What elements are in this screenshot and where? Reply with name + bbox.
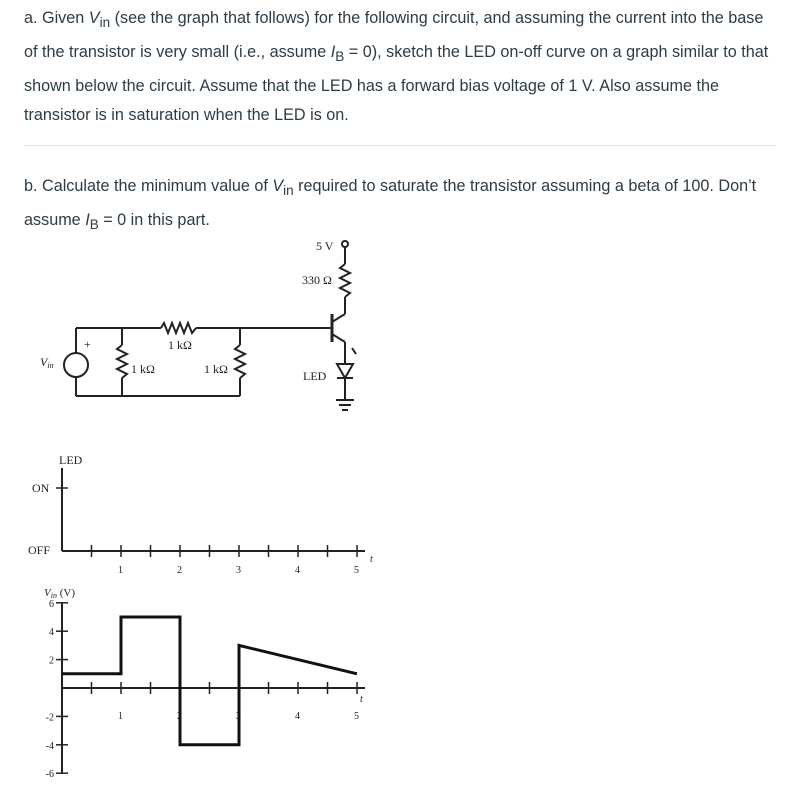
led-chart-xtick-label: 1 bbox=[118, 565, 123, 576]
circuit-labels bbox=[40, 239, 334, 383]
vin-chart-xtick-label: 3 bbox=[236, 711, 241, 722]
resistor-left bbox=[117, 345, 127, 378]
part-b-text-1: b. Calculate the minimum value of bbox=[24, 177, 273, 195]
vin-chart-title-symbol: V bbox=[44, 587, 51, 599]
vin-series-line bbox=[62, 617, 357, 745]
source-label bbox=[40, 355, 54, 370]
led-chart-xtick-label: 4 bbox=[295, 565, 300, 576]
vin-chart-ytick-label: 2 bbox=[49, 655, 54, 667]
supply-terminal bbox=[342, 241, 348, 247]
resistor-right bbox=[235, 345, 245, 378]
vin-symbol-b: V bbox=[272, 177, 284, 195]
right-resistor-label: 1 kΩ bbox=[204, 362, 228, 376]
part-a-text-3: = 0), sketch the LED on-off curve on a graph similar to that shown below the circuit. Assume that the LED has a forward bias voltage of 1 V. Also assume the transistor is in saturation when the LED is on. bbox=[24, 42, 769, 124]
collector-resistor-label: 330 Ω bbox=[302, 273, 332, 287]
led-emission-arrow bbox=[352, 348, 356, 354]
divider bbox=[24, 145, 776, 146]
vin-chart-xtick-label: 1 bbox=[118, 711, 123, 722]
vin-chart-xtick-label: 2 bbox=[177, 711, 182, 722]
led-chart-xtick-label: 3 bbox=[236, 565, 241, 576]
vin-chart-ytick-label: -2 bbox=[45, 712, 54, 724]
vin-chart bbox=[44, 587, 365, 780]
ib-symbol-b: I bbox=[85, 210, 90, 229]
led-chart-xticks bbox=[92, 545, 360, 576]
part-b-text-2: required to saturate the transistor assuming a beta of 100. Don’t assume bbox=[24, 177, 757, 229]
vin-chart-ytick-label: 6 bbox=[49, 598, 54, 610]
led-diode bbox=[337, 364, 353, 378]
circuit-diagram bbox=[64, 241, 356, 410]
part-b-text-3: = 0 in this part. bbox=[98, 210, 210, 229]
transistor-emitter bbox=[332, 334, 345, 342]
led-chart-title: LED bbox=[59, 453, 83, 467]
vin-chart-xtick-label: 5 bbox=[354, 711, 359, 722]
supply-label: 5 V bbox=[316, 239, 334, 253]
vin-chart-ytick-label: 4 bbox=[49, 627, 54, 639]
vin-subscript: in bbox=[99, 15, 111, 31]
vin-chart-title-unit: (V) bbox=[56, 587, 75, 599]
source-symbol: V bbox=[40, 355, 48, 369]
left-resistor-label: 1 kΩ bbox=[131, 362, 155, 376]
ib-subscript: B bbox=[335, 49, 345, 65]
vin-subscript-b: in bbox=[283, 183, 294, 199]
vin-chart-title-subscript: in bbox=[50, 591, 57, 600]
ib-subscript-b: B bbox=[89, 217, 99, 233]
led-chart-xtick-label: 5 bbox=[354, 565, 359, 576]
source-subscript: in bbox=[47, 361, 54, 370]
resistor-collector bbox=[340, 264, 350, 297]
vin-chart-yticks bbox=[46, 599, 68, 780]
vin-symbol: V bbox=[88, 9, 100, 27]
vin-chart-x-label: t bbox=[360, 694, 363, 705]
part-a-text bbox=[24, 4, 774, 129]
vin-source bbox=[64, 353, 88, 377]
vin-chart-ytick-label: -6 bbox=[45, 769, 54, 781]
figure bbox=[0, 230, 789, 789]
vin-chart-xtick-label: 4 bbox=[295, 711, 300, 722]
led-chart-x-label: t bbox=[370, 554, 373, 565]
top-resistor-label: 1 kΩ bbox=[168, 338, 192, 352]
vin-chart-ytick-label: -4 bbox=[45, 740, 54, 752]
led-chart bbox=[28, 453, 373, 576]
part-a-text-2: (see the graph that follows) for the following circuit, and assuming the current into the base of the transistor is very small (i.e., assume bbox=[24, 9, 764, 61]
transistor-collector bbox=[332, 314, 345, 322]
plus-sign: + bbox=[84, 337, 91, 351]
led-chart-xtick-label: 2 bbox=[177, 565, 182, 576]
ib-symbol: I bbox=[330, 42, 336, 61]
led-label: LED bbox=[303, 369, 327, 383]
led-off-label: OFF bbox=[28, 543, 51, 557]
led-on-label: ON bbox=[32, 481, 50, 495]
resistor-top bbox=[161, 323, 196, 333]
part-a-text-1: a. Given bbox=[24, 9, 89, 27]
